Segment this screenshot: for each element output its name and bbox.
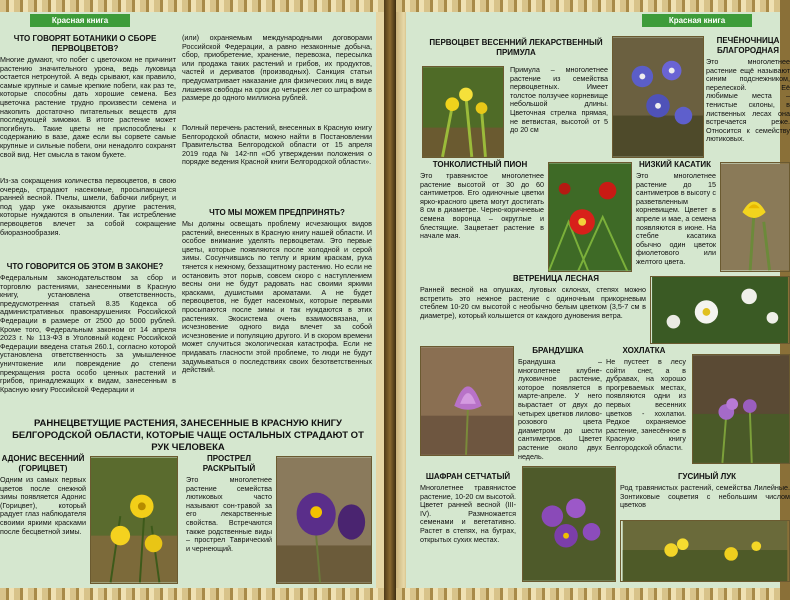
- law-continued-text: (или) охраняемым международными договорами Российской Федерации, а равно незаконные добыча, сбор, приобретение, хранение, перевозка, пересылка или продажа таких растений и грибов, их продуктов, частей и дериватов (производных). Санкция статьи предусматривает наказание для физических лиц в виде лишения свободы на срок до четырех лет со штрафом в размере до одного миллиона рублей.: [182, 33, 372, 103]
- brandushka-title: БРАНДУШКА: [532, 346, 584, 355]
- prostrel-title: ПРОСТРЕЛ РАСКРЫТЫЙ: [202, 454, 256, 473]
- adonis-photo: [90, 456, 178, 584]
- pion-text: Это травянистое многолетнее растение высотой от 30 до 60 сантиметров. Его одиночные цветки ярко-красного цвета могут достигать 8 см в диаметре. Черно-коричневые семена воронца – округлые и блестящие. Зацветает растение в начале мая.: [420, 171, 544, 241]
- hohlatka-text: Не пустеет в лесу сойти снег, а в дубравах, на хорошо прогреваемых местах, появляются одни из первых весенних цветков - хохлатки. Редкое охраняемое растение, занесённое в Красную книгу Белгородской области.: [606, 357, 686, 452]
- luk-photo: [620, 520, 790, 582]
- adonis-text: Одним из самых первых цветов после снежной зимы появляется Адонис (Горицвет), который радует глаз наблюдателя своими яркими красками после бесцветной зимы.: [0, 475, 86, 536]
- red-book-banner-right: Красная книга: [642, 14, 752, 27]
- book-spine: [384, 0, 396, 600]
- vetrenica-photo: [650, 276, 790, 344]
- primula-text: Примула – многолетнее растение из семейства первоцветных. Имеет толстое ползучее корневище небольшой длины. Цветочная стрелка прямая, не ветвистая, высотой от 5 до 20 см: [510, 65, 608, 135]
- kasatik-photo: [720, 162, 790, 272]
- pechenochnica-photo: [612, 36, 704, 158]
- hohlatka-title: ХОХЛАТКА: [622, 346, 666, 355]
- section-text-law: Федеральным законодательством за сбор и торговлю растениями, занесенными в Красную книгу, установлена ответственность, предусмотренная статьей 8.35 Кодекса об административных правонарушениях Российской Федерации в размере от 2500 до 5000 рублей. Кроме того, Федеральным законом от 14 апреля 2023 г. № 113-ФЗ в Уголовный кодекс Российской Федерации введена статья 260.1, согласно которой установлена ответственность за умышленное уничтожение или повреждение до степени прекращения роста особо ценных растений и грибов, принадлежащих к видам, занесенным в Красную книгу Российской Федерации и: [0, 273, 176, 394]
- primula-photo: [422, 66, 504, 158]
- top-ornament: [0, 0, 384, 12]
- kasatik-text: Это многолетнее растение до 15 сантиметров в высоту с разветвленным корневищем. Цветет в апреле и мае, а семена появляются в июне. На стебле касатика обычно один цветок фиолетового или желтого цвета.: [636, 171, 716, 266]
- left-page: [0, 0, 384, 600]
- prostrel-photo: [276, 456, 372, 584]
- bottom-ornament: [0, 588, 384, 600]
- brandushka-text: Брандушка – многолетнее клубне-луковичное растение, которое появляется в марте-апреле. У него вырастает от двух до четырех цветков лилово-розового цвета диаметром до шести сантиметров. Цветет растение около двух недель.: [518, 357, 602, 461]
- vetrenica-title: ВЕТРЕНИЦА ЛЕСНАЯ: [512, 274, 600, 283]
- left-page-body: [0, 12, 376, 588]
- luk-text: Род травянистых растений, семейства Лилейные. Зонтиковые соцветия с небольшим числом цветков: [620, 483, 790, 510]
- section-text-actions: Мы должны освещать проблему исчезающих видов растений, внесенных в Красную книгу нашей области. И особое внимание уделять первоцветам. Это первые цветы, которые появляются после холодной и серой зимы. Сосунчившись по теплу и ярким краскам, рука тянется к нежному, беззащитному растению. Но если не остановить этот порыв, совсем скоро с наступлением весны они не будут радовать нас своими яркими красками, душистыми ароматами. А не будет первоцветов, не будет насекомых, которые первыми просыпаются после зимы и так нуждаются в этих растениях. Экосистема очень взаимосвязана, и исчезновение одного вида влечет за собой исчезновение и популяцию другого. И в скором времени может случиться экологическая катастрофа. Если не придавать гласности этой проблеме, то люди не будут задумываться о последствиях своих безответственных действий.: [182, 219, 372, 375]
- top-ornament-right: [396, 0, 780, 12]
- brandushka-photo: [420, 346, 514, 456]
- pion-photo: [548, 162, 632, 272]
- adonis-title: АДОНИС ВЕСЕННИЙ (ГОРИЦВЕТ): [1, 454, 85, 473]
- prostrel-text: Это многолетнее растение семейства лютиковых часто называют сон-травой за его лекарственные свойства. Встречаются также родственные виды – прострел Таврический и чернеющий.: [186, 475, 272, 553]
- hohlatka-photo: [692, 354, 790, 464]
- luk-title: ГУСИНЫЙ ЛУК: [677, 472, 737, 481]
- right-page: [396, 0, 790, 600]
- section-title-actions: ЧТО МЫ МОЖЕМ ПРЕДПРИНЯТЬ?: [209, 208, 345, 217]
- pechenochnica-text: Это многолетнее растение ещё называют синим подснежником, перелеской. Её любимые места – тенистые склоны, в лиственных лесах она встречается реже. Относится к семейству лютиковых.: [706, 57, 790, 144]
- section-title-law: ЧТО ГОВОРИТСЯ ОБ ЭТОМ В ЗАКОНЕ?: [6, 262, 164, 271]
- pechenochnica-title: ПЕЧЁНОЧНИЦА БЛАГОРОДНАЯ: [716, 36, 780, 55]
- section-title-botanists: ЧТО ГОВОРЯТ БОТАНИКИ О СБОРЕ ПЕРВОЦВЕТОВ?: [13, 34, 157, 53]
- section-text-insects: Из-за сокращения количества первоцветов, в свою очередь, страдают насекомые, просыпающиеся ранней весной. Пчелы, шмели, бабочки либрнут, и под удар уже оказываются другие растения, которые нуждаются в опылении. Так истребление первоцветов влечет за собой сокращение биоразнообразия.: [0, 176, 176, 237]
- primula-title: ПЕРВОЦВЕТ ВЕСЕННИЙ ЛЕКАРСТВЕННЫЙ ПРИМУЛА: [429, 38, 603, 57]
- shafran-title: ШАФРАН СЕТЧАТЫЙ: [425, 472, 511, 481]
- vetrenica-text: Ранней весной на опушках, луговых склонах, степях можно встретить это нежное растение с одиночным прикорневым стеблем 10-20 см высотой с необычно белым цветком (3,5-7 см в диаметре), который колышется от каждого дуновения ветра.: [420, 285, 646, 320]
- section-text-botanists: Многие думают, что побег с цветочком не причинит растению значительного урона, ведь луковица остается нетронутой. А ведь срывают, как правило, самые крупные и самые крепкие побеги, как раз те, которые способны дать хорошие семена. Без цветочка растение трудно произвести семена и накопить достаточно питательных веществ для последующей зимовки. В итоге растение может погибнуть. Такие цветы не приспособлены к содержанию в вазе, даже если вы сорвете самые крупные и сильные побеги, они ненадолго сохранят свой вид. Нет смысла в таком букете.: [0, 55, 176, 159]
- kasatik-title: НИЗКИЙ КАСАТИК: [638, 160, 712, 169]
- pion-title: ТОНКОЛИСТНЫЙ ПИОН: [432, 160, 528, 169]
- bottom-ornament-right: [396, 588, 780, 600]
- shafran-photo: [522, 466, 616, 582]
- right-page-body: [406, 12, 790, 588]
- shafran-text: Многолетнее травянистое растение, 10-20 см высотой. Цветет ранней весной (III-IV). Размножается семенами и вегетативно. Растет в степях, на буграх, открытых сухих местах.: [420, 483, 516, 544]
- red-book-banner: Красная книга: [30, 14, 130, 27]
- regulation-text: Полный перечень растений, внесенных в Красную книгу Белгородской области, можно найти в Постановлении Правительства Белгородской области от 15 апреля 2019 года № 142-пп «Об утверждении положения о порядке ведения Красной книги Белгородской области».: [182, 123, 372, 167]
- plants-list-heading: РАННЕЦВЕТУЩИЕ РАСТЕНИЯ, ЗАНЕСЕННЫЕ В КРАСНУЮ КНИГУ БЕЛГОРОДСКОЙ ОБЛАСТИ, КОТОРЫЕ ЧАЩЕ ОСТАЛЬНЫХ СТРАДАЮТ ОТ РУК ЧЕЛОВЕКА: [12, 418, 364, 453]
